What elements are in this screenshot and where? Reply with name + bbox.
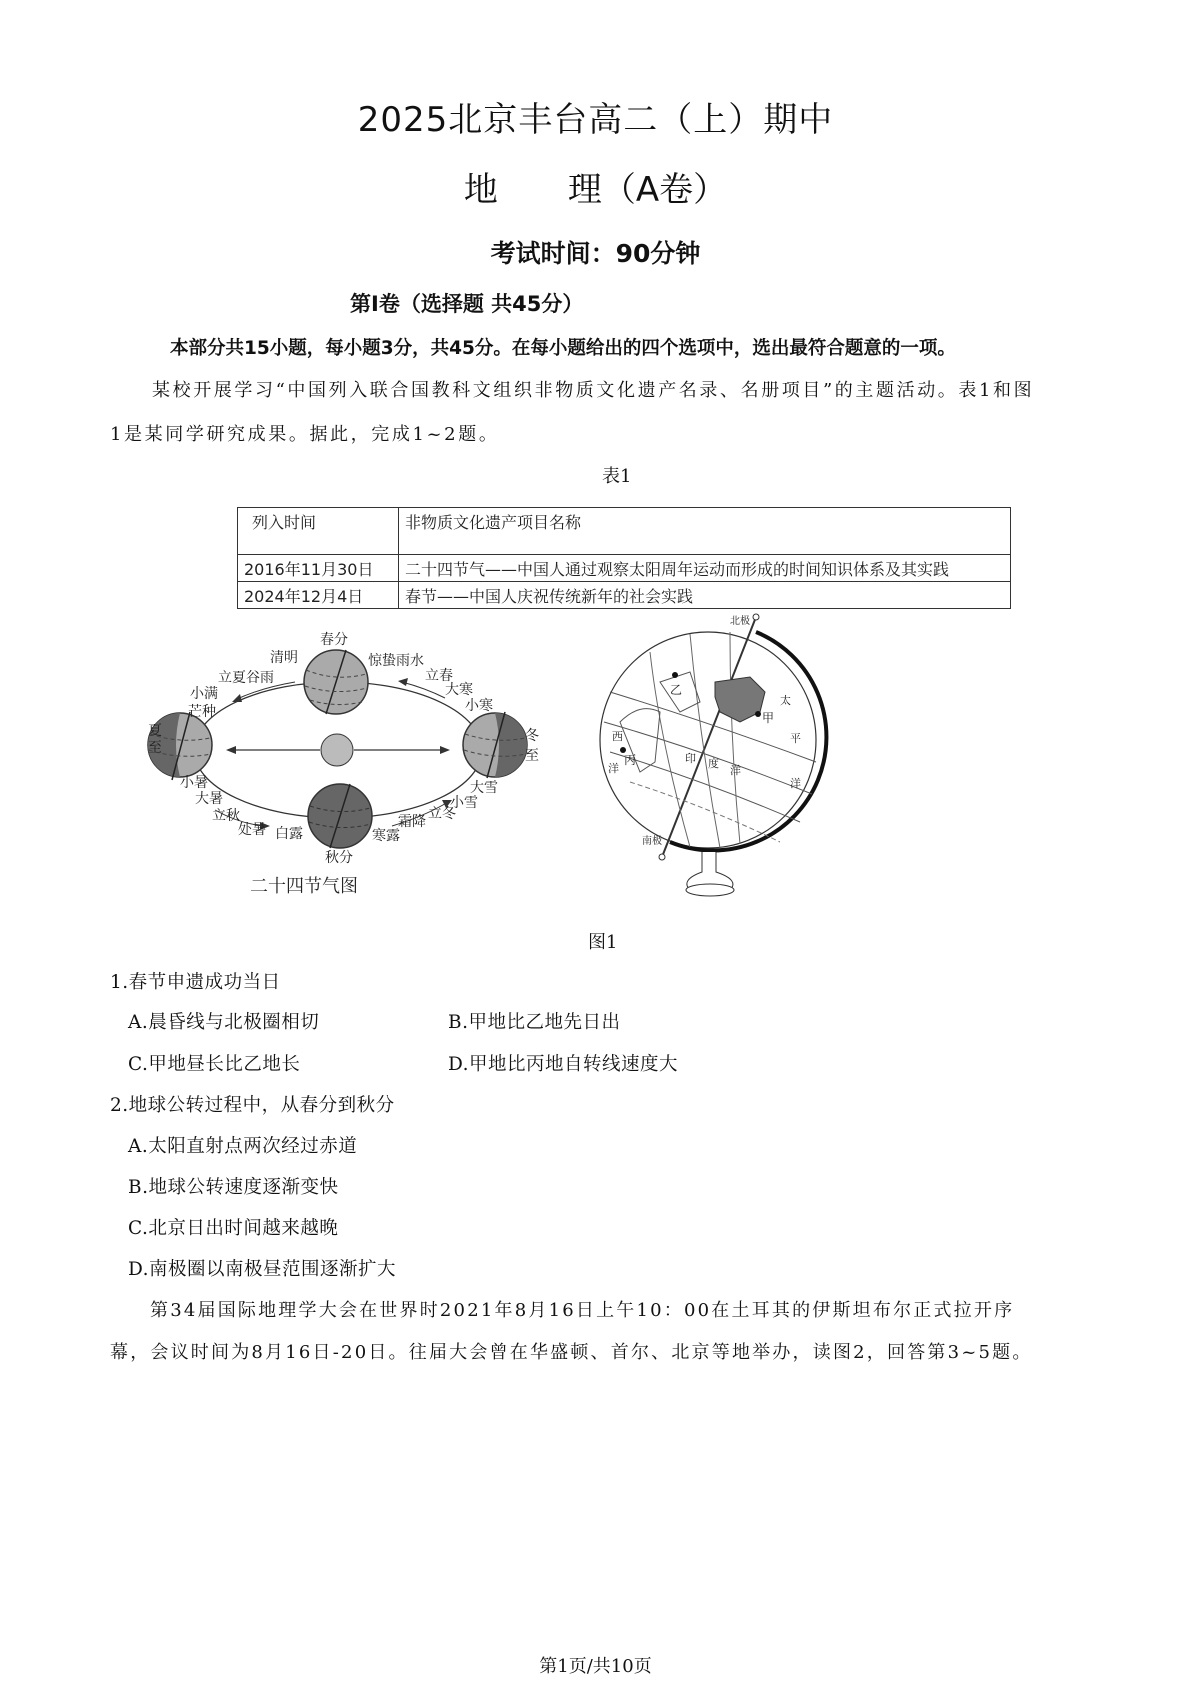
subject-right: 理（A卷）	[567, 170, 728, 210]
heritage-table	[237, 507, 1011, 609]
svg-text:太: 太	[780, 694, 791, 707]
passage-line-1: 第34届国际地理学大会在世界时2021年8月16日上午10：00在土耳其的伊斯坦布尔正式拉开序	[150, 1300, 1015, 1321]
table-cell-name: 二十四节气——中国人通过观察太阳周年运动而形成的时间知识体系及其实践	[399, 555, 1011, 582]
svg-text:南极: 南极	[642, 836, 662, 847]
question-2-option-d[interactable]: D.南极圈以南极昼范围逐渐扩大	[128, 1259, 397, 1280]
question-1-option-a[interactable]: A.晨昏线与北极圈相切	[128, 1012, 320, 1033]
exam-title: 2025北京丰台高二（上）期中	[357, 100, 834, 140]
table-cell-name: 春节——中国人庆祝传统新年的社会实践	[399, 582, 1011, 609]
table-row	[238, 582, 1011, 609]
earth-winter-icon	[463, 712, 527, 778]
svg-text:小暑: 小暑	[180, 775, 208, 791]
sun-icon	[321, 734, 353, 766]
svg-text:大寒: 大寒	[445, 682, 473, 698]
question-1-stem: 1.春节申遗成功当日	[110, 972, 281, 993]
svg-text:立夏谷雨: 立夏谷雨	[218, 670, 274, 686]
section-instructions: 本部分共15小题，每小题3分，共45分。在每小题给出的四个选项中，选出最符合题意的一项。	[170, 338, 956, 359]
svg-text:秋分: 秋分	[325, 850, 353, 866]
svg-text:夏: 夏	[148, 723, 162, 739]
passage-line-2: 幕，会议时间为8月16日-20日。往届大会曾在华盛顿、首尔、北京等地举办，读图2，回答第3~5题。	[110, 1342, 1033, 1363]
intro-line-2: 1是某同学研究成果。据此，完成1~2题。	[110, 424, 500, 445]
table-cell-date: 2024年12月4日	[238, 582, 399, 609]
svg-text:立冬: 立冬	[428, 806, 456, 822]
diagram-title: 二十四节气图	[250, 876, 358, 897]
svg-text:小寒: 小寒	[465, 698, 493, 714]
table-row	[238, 555, 1011, 582]
svg-text:霜降: 霜降	[398, 814, 426, 830]
svg-text:丙: 丙	[624, 753, 637, 767]
table-header-date: 列入时间	[238, 508, 399, 555]
svg-text:大雪: 大雪	[470, 780, 498, 796]
question-2-option-b[interactable]: B.地球公转速度逐渐变快	[128, 1177, 339, 1198]
earth-spring-icon	[304, 650, 368, 714]
globe-diagram	[590, 612, 840, 902]
section-title: 第Ⅰ卷（选择题 共45分）	[350, 292, 584, 316]
solar-terms-diagram	[140, 630, 560, 905]
subject-title	[0, 162, 1191, 211]
table-header-name: 非物质文化遗产项目名称	[399, 508, 1011, 555]
page-number: 第1页/共10页	[539, 1656, 652, 1677]
intro-line-1: 某校开展学习“中国列入联合国教科文组织非物质文化遗产名录、名册项目”的主题活动。表1和图	[152, 380, 1035, 401]
svg-text:立春: 立春	[425, 668, 453, 684]
svg-text:洋: 洋	[790, 777, 801, 790]
svg-text:小雪: 小雪	[450, 795, 478, 811]
question-2-option-a[interactable]: A.太阳直射点两次经过赤道	[128, 1136, 358, 1157]
svg-text:度: 度	[708, 757, 719, 770]
svg-text:至: 至	[148, 740, 162, 756]
table-cell-date: 2016年11月30日	[238, 555, 399, 582]
svg-text:芒种: 芒种	[188, 704, 216, 720]
svg-text:清明: 清明	[270, 650, 298, 666]
svg-text:洋: 洋	[730, 764, 741, 777]
svg-text:小满: 小满	[190, 686, 218, 702]
question-1-option-b[interactable]: B.甲地比乙地先日出	[448, 1012, 621, 1033]
term-chunfen: 春分	[320, 632, 348, 648]
svg-text:大暑: 大暑	[195, 791, 223, 807]
svg-text:洋: 洋	[608, 762, 619, 775]
svg-text:白露: 白露	[275, 826, 303, 842]
svg-text:甲: 甲	[762, 711, 775, 725]
svg-text:冬: 冬	[525, 728, 539, 744]
question-2-option-c[interactable]: C.北京日出时间越来越晚	[128, 1218, 339, 1239]
svg-text:立秋: 立秋	[212, 808, 240, 824]
exam-time: 考试时间：90分钟	[490, 239, 701, 268]
earth-autumn-icon	[308, 784, 372, 848]
figure-caption: 图1	[588, 932, 618, 953]
svg-text:处暑: 处暑	[238, 822, 266, 838]
svg-text:北极: 北极	[730, 616, 750, 627]
svg-text:惊蛰雨水: 惊蛰雨水	[368, 653, 424, 669]
question-1-option-c[interactable]: C.甲地昼长比乙地长	[128, 1054, 301, 1075]
table-header-row	[238, 508, 1011, 555]
svg-text:乙: 乙	[670, 683, 683, 697]
svg-text:印: 印	[685, 752, 696, 765]
subject-left: 地	[463, 170, 498, 210]
question-2-stem: 2.地球公转过程中，从春分到秋分	[110, 1095, 395, 1116]
svg-text:至: 至	[525, 748, 539, 764]
svg-text:平: 平	[790, 732, 801, 745]
svg-text:寒露: 寒露	[372, 828, 400, 844]
table-caption: 表1	[602, 466, 632, 487]
svg-text:西: 西	[612, 730, 623, 743]
question-1-option-d[interactable]: D.甲地比丙地自转线速度大	[448, 1054, 679, 1075]
